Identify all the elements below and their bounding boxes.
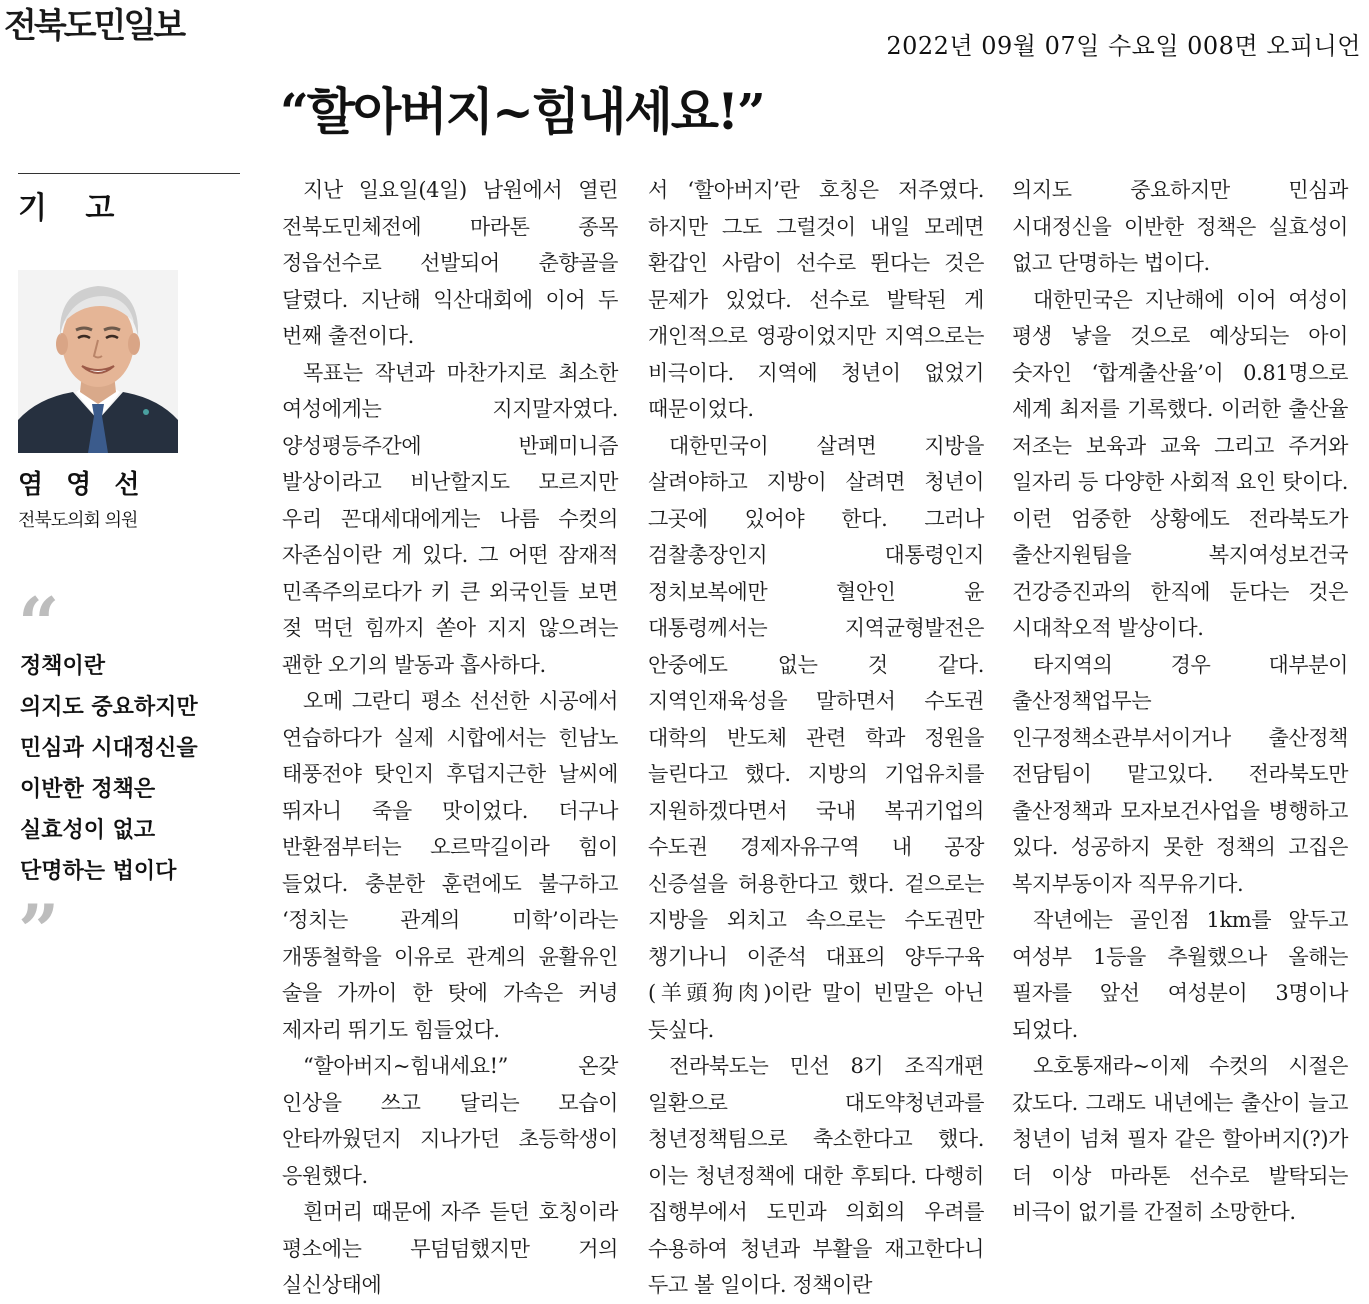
- pull-quote-line: 정책이란: [20, 653, 106, 679]
- article-paragraph: 전라북도는 민선 8기 조직개편 일환으로 대도약청년과를 청년정책팀으로 축소한다고 했다. 이는 청년정책에 대한 후퇴다. 다행히 집행부에서 도민과 의회의 우려를 수용하여 청년과 부활을 재고한다니 두고 볼 일이다. 정책이란: [648, 1054, 984, 1297]
- pull-quote-line: 이반한 정책은: [20, 776, 156, 802]
- section-label: 기 고: [18, 191, 129, 226]
- article-paragraph: “할아버지~힘내세요!” 온갖 인상을 쓰고 달리는 모습이 안타까웠던지 지나가던 초등학생이 응원했다.: [282, 1054, 618, 1188]
- article-paragraph: 대한민국은 지난해에 이어 여성이 평생 낳을 것으로 예상되는 아이 숫자인 ‘합계출산율’이 0.81명으로 세계 최저를 기록했다. 이러한 출산율 저조는 보육과 교육 그리고 주거와 일자리 등 다양한 사회적 요인 탓이다. 이런 엄중한 상황에도 전라북도가 출산지원팀을 복지여성보건국 건강증진과의 한직에 둔다는 것은 시대착오적 발상이다.: [1012, 287, 1348, 640]
- article-paragraph: 지난 일요일(4일) 남원에서 열린 전북도민체전에 마라톤 종목 정읍선수로 선발되어 춘향골을 달렸다. 지난해 익산대회에 이어 두 번째 출전이다.: [282, 178, 618, 348]
- article-headline: “할아버지~힘내세요!”: [280, 82, 764, 141]
- article-paragraph: 흰머리 때문에 자주 듣던 호칭이라 평소에는 무덤덤했지만 거의 실신상태에: [282, 1200, 618, 1297]
- pull-quote-line: 의지도 중요하지만: [20, 694, 198, 720]
- article-paragraph: 의지도 중요하지만 민심과 시대정신을 이반한 정책은 실효성이 없고 단명하는 법이다.: [1012, 178, 1348, 275]
- article-paragraph: 작년에는 골인점 1km를 앞두고 여성부 1등을 추월했으나 올해는 필자를 앞선 여성분이 3명이나 되었다.: [1012, 908, 1348, 1042]
- author-photo-illustration: [18, 270, 178, 453]
- article-column-2: [648, 172, 984, 1304]
- author-name: 염 영 선: [18, 470, 147, 500]
- article-paragraph: 대한민국이 살려면 지방을 살려야하고 지방이 살려면 청년이 그곳에 있어야 한다. 그러나 검찰총장인지 대통령인지 정치보복에만 혈안인 윤 대통령께서는 지역균형발전은 안중에도 없는 것 같다. 지역인재육성을 말하면서 수도권 대학의 반도체 관련 학과 정원을 늘린다고 했다. 지방의 기업유치를 지원하겠다면서 국내 복귀기업의 수도권 경제자유구역 내 공장 신증설을 허용한다고 했다. 겉으로는 지방을 외치고 속으로는 수도권만 챙기나니 이준석 대표의 양두구육(羊頭狗肉)이란 말이 빈말은 아닌 듯싶다.: [648, 433, 984, 1042]
- article-paragraph: 오메 그란디 평소 선선한 시공에서 연습하다가 실제 시합에서는 힌남노 태풍전야 탓인지 후덥지근한 날씨에 뛰자니 죽을 맛이었다. 더구나 반환점부터는 오르막길이라 힘이 들었다. 충분한 훈련에도 불구하고 ‘정치는 관계의 미학’이라는 개똥철학을 이유로 관계의 윤활유인 술을 가까이 한 탓에 가속은 커녕 제자리 뛰기도 힘들었다.: [282, 689, 618, 1042]
- issue-dateline: 2022년 09월 07일 수요일 008면 오피니언: [886, 32, 1361, 60]
- article-paragraph: 서 ‘할아버지’란 호칭은 저주였다. 하지만 그도 그럴것이 내일 모레면 환갑인 사람이 선수로 뛴다는 것은 문제가 있었다. 선수로 발탁된 게 개인적으로 영광이었지만 지역으로는 비극이다. 지역에 청년이 없었기 때문이었다.: [648, 178, 984, 421]
- article-paragraph: 목표는 작년과 마찬가지로 최소한 여성에게는 지지말자였다. 양성평등주간에 반페미니즘 발상이라고 비난할지도 모르지만 우리 꼰대세대에게는 나름 수컷의 자존심이란 게 있다. 그 어떤 잠재적 민족주의로다가 키 큰 외국인들 보면 젖 먹던 힘까지 쏟아 지지 않으려는 괜한 오기의 발동과 흡사하다.: [282, 360, 618, 677]
- author-portrait: [18, 270, 178, 453]
- pull-quote-line: 실효성이 없고: [20, 817, 156, 843]
- newspaper-masthead: 전북도민일보: [4, 6, 184, 46]
- close-quote-icon: ”: [18, 888, 60, 973]
- pull-quote: [20, 648, 240, 894]
- article-column-3: [1012, 172, 1348, 1231]
- article-paragraph: 타지역의 경우 대부분이 출산정책업무는 인구정책소관부서이거나 출산정책 전담팀이 맡고있다. 전라북도만 출산정책과 모자보건사업을 병행하고 있다. 성공하지 못한 정책의 고집은 복지부동이자 직무유기다.: [1012, 652, 1348, 896]
- pull-quote-line: 민심과 시대정신을: [20, 735, 198, 761]
- section-divider: [18, 173, 240, 174]
- pull-quote-line: 단명하는 법이다: [20, 858, 177, 884]
- author-role: 전북도의회 의원: [18, 510, 138, 531]
- open-quote-icon: “: [18, 581, 60, 666]
- article-column-1: [282, 172, 618, 1304]
- article-paragraph: 오호통재라~이제 수컷의 시절은 갔도다. 그래도 내년에는 출산이 늘고 청년이 넘쳐 필자 같은 할아버지(?)가 더 이상 마라톤 선수로 발탁되는 비극이 없기를 간절히 소망한다.: [1012, 1054, 1348, 1224]
